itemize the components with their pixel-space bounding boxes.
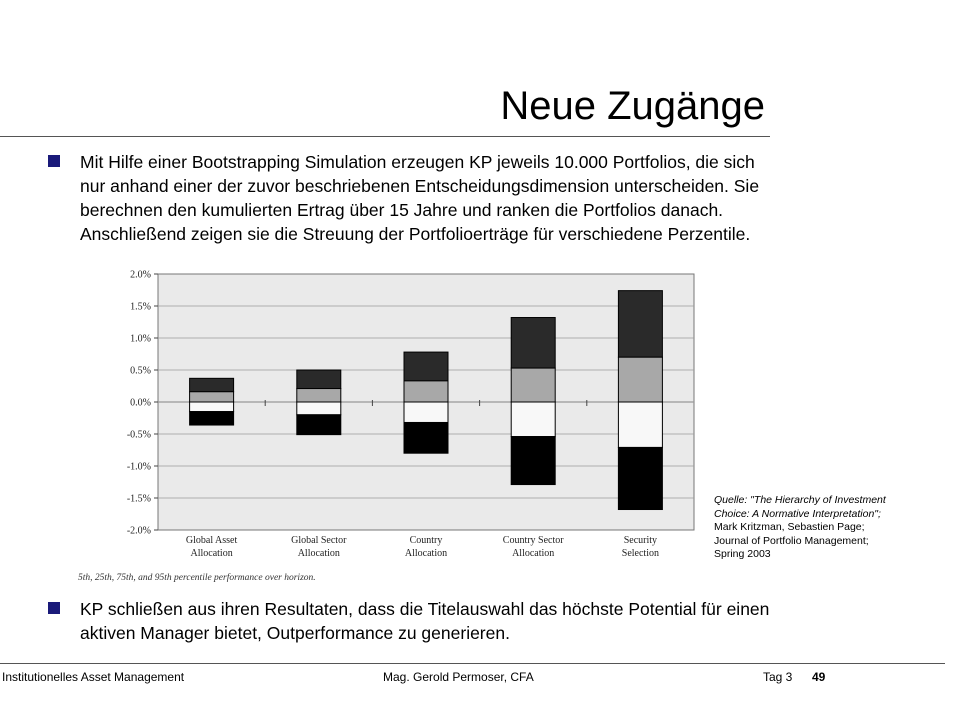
- footer-day: Tag 3: [763, 670, 793, 684]
- bar-segment-75-95: [190, 378, 234, 391]
- y-tick-label: 0.0%: [130, 397, 151, 409]
- source-line-2: Choice: A Normative Interpretation";: [714, 507, 881, 520]
- bar-segment-0-75: [297, 389, 341, 402]
- title-divider: [0, 136, 770, 137]
- x-category-label: Allocation: [297, 548, 340, 559]
- bar-segment-0-75: [618, 357, 662, 402]
- footer-divider: [0, 663, 945, 664]
- source-line-3: Mark Kritzman, Sebastien Page;: [714, 521, 865, 533]
- x-category-label: Allocation: [190, 548, 233, 559]
- footer-course: Institutionelles Asset Management: [2, 670, 185, 684]
- slide-title: Neue Zugänge: [500, 84, 765, 128]
- source-line-4: Journal of Portfolio Management;: [714, 534, 869, 547]
- bar-segment-75-95: [404, 352, 448, 381]
- x-category-label: Allocation: [512, 548, 555, 559]
- bullet-1-line-2: nur anhand einer der zuvor beschriebenen Entscheidungsdimension unterscheiden. Sie: [80, 176, 760, 196]
- bullet-1-line-4: Anschließend zeigen sie die Streuung der Portfolioerträge für verschiedene Perzentile.: [80, 224, 751, 244]
- bullet-2-line-2: aktiven Manager bietet, Outperformance zu generieren.: [80, 623, 510, 643]
- bar-segment-25-0: [404, 402, 448, 422]
- source-line-1: Quelle: "The Hierarchy of Investment: [714, 494, 886, 506]
- bullet-1-line-3: berechnen den kumulierten Ertrag über 15 Jahre und ranken die Portfolios danach.: [80, 200, 724, 220]
- x-category-label: Country: [409, 535, 443, 546]
- bar-segment-5-25: [511, 437, 555, 485]
- bar-segment-0-75: [190, 392, 234, 402]
- x-category-label: Global Asset: [185, 535, 238, 546]
- bullet-2-line-1: KP schließen aus ihren Resultaten, dass die Titelauswahl das höchste Potential für einen: [80, 599, 770, 619]
- y-tick-label: -0.5%: [126, 429, 151, 441]
- y-axis-ticks: [127, 270, 158, 537]
- bar-segment-0-75: [511, 368, 555, 402]
- y-tick-label: 0.5%: [130, 365, 151, 377]
- bar-segment-25-0: [190, 402, 234, 412]
- source-line-5: Spring 2003: [714, 548, 771, 560]
- x-category-label: Global Sector: [291, 535, 347, 546]
- bullet-1-line-1: Mit Hilfe einer Bootstrapping Simulation erzeugen KP jeweils 10.000 Portfolios, die sich: [80, 152, 755, 172]
- y-tick-label: -1.5%: [126, 493, 151, 505]
- y-tick-label: -2.0%: [126, 525, 151, 537]
- y-tick-label: 1.5%: [130, 301, 151, 313]
- bullet-marker-2: [48, 602, 60, 614]
- bar-segment-75-95: [618, 291, 662, 358]
- chart-footnote: 5th, 25th, 75th, and 95th percentile performance over horizon.: [78, 573, 316, 583]
- x-category-label: Country Sector: [502, 535, 564, 546]
- y-tick-label: -1.0%: [126, 461, 151, 473]
- y-tick-label: 2.0%: [130, 269, 151, 281]
- bar-segment-75-95: [297, 370, 341, 389]
- bar-segment-0-75: [404, 381, 448, 402]
- bullet-text-2: [80, 597, 769, 645]
- bar-segment-5-25: [618, 447, 662, 509]
- bar-segment-25-0: [511, 402, 555, 437]
- x-category-label: Allocation: [404, 548, 448, 559]
- y-tick-label: 1.0%: [130, 333, 151, 345]
- percentile-chart: [72, 258, 712, 588]
- x-axis-labels: [186, 535, 659, 559]
- x-category-label: Security: [623, 535, 658, 546]
- footer-page-number: 49: [812, 670, 826, 684]
- bar-segment-5-25: [404, 422, 448, 453]
- bullet-text-1: [80, 150, 759, 246]
- source-citation: [714, 494, 924, 562]
- x-category-label: Selection: [621, 548, 660, 559]
- bar-segment-5-25: [297, 415, 341, 435]
- bar-segment-25-0: [297, 402, 341, 415]
- bar-segment-5-25: [190, 412, 234, 425]
- bar-segment-75-95: [511, 318, 555, 369]
- footer-author: Mag. Gerold Permoser, CFA: [383, 670, 534, 684]
- bar-segment-25-0: [618, 402, 662, 447]
- bullet-marker-1: [48, 155, 60, 167]
